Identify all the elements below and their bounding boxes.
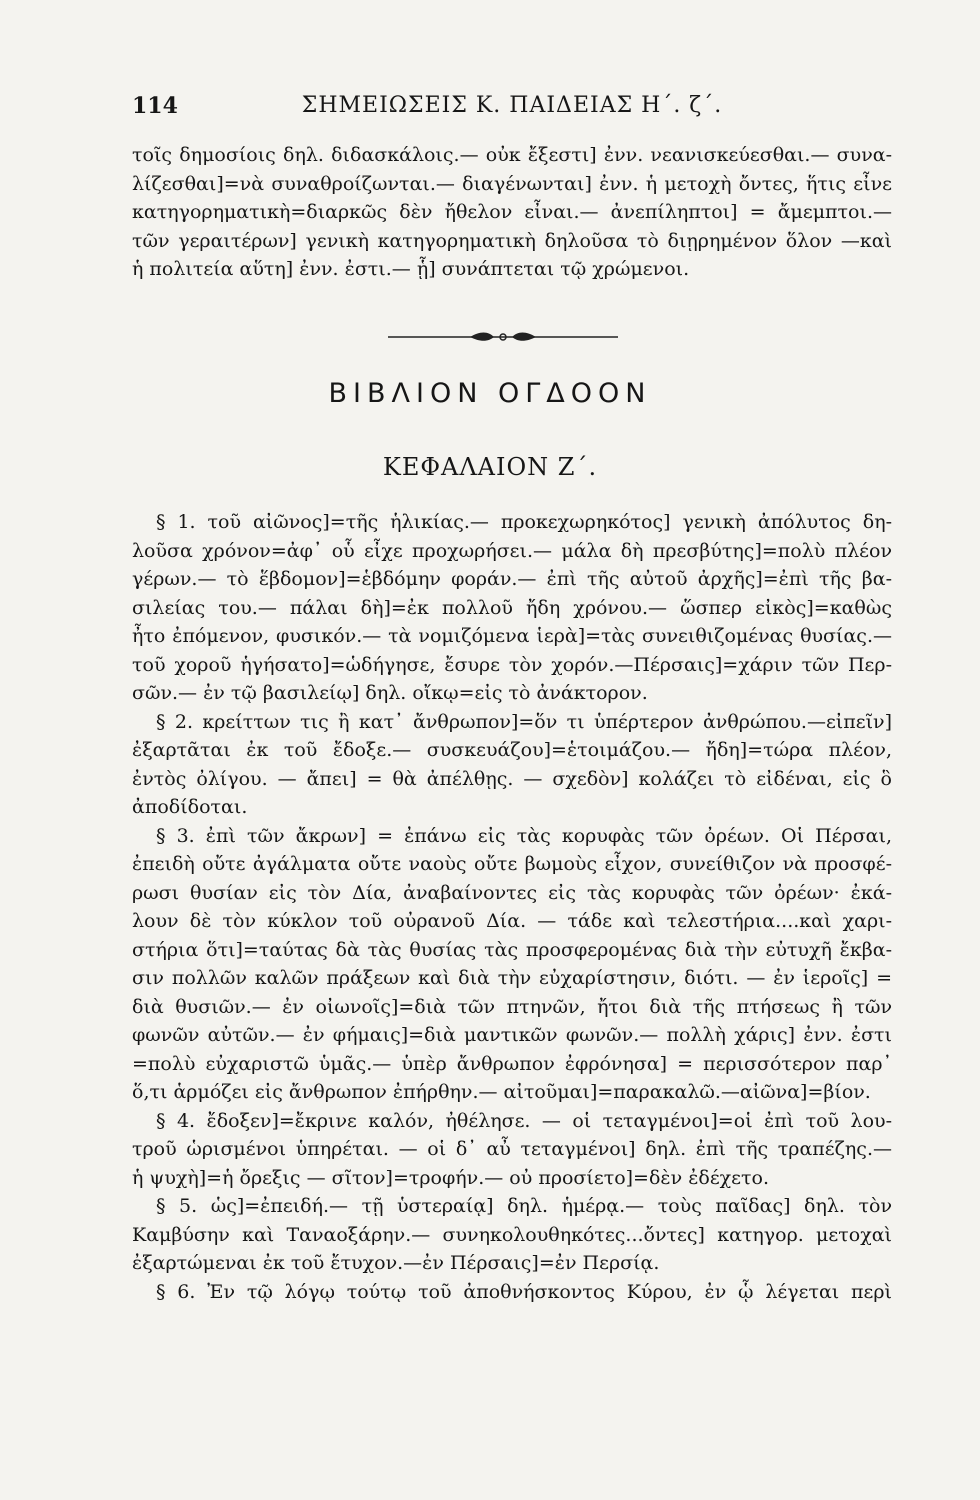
text-line: λουν δὲ τὸν κύκλον τοῦ οὐρανοῦ Δία. — τάδε καὶ τελεστήρια....καὶ χαρι- <box>132 910 892 932</box>
intro-notes <box>132 141 892 284</box>
text-line: ἐντὸς ὀλίγου. — ἄπει] = θὰ ἀπέλθῃς. — σχεδὸν] κολάζει τὸ εἰδέναι, εἰς ὃ <box>132 767 892 790</box>
text-line: σιλείας του.— πάλαι δὴ]=ἐκ πολλοῦ ἤδη χρόνου.— ὥσπερ εἰκὸς]=καθὼς <box>132 596 892 619</box>
text-line: φωνῶν αὐτῶν.— ἐν φήμαις]=διὰ μαντικῶν φωνῶν.— πολλὴ χάρις] ἐνν. ἐστι <box>132 1024 892 1046</box>
page-number: 114 <box>132 93 178 119</box>
text-line: § 5. ὡς]=ἐπειδή.— τῇ ὑστεραίᾳ] δηλ. ἡμέρᾳ.— τοὺς παῖδας] δηλ. τὸν <box>156 1195 892 1217</box>
text-line: § 1. τοῦ αἰῶνος]=τῆς ἡλικίας.— προκεχωρηκότος] γενικὴ ἀπόλυτος δη- <box>156 511 892 533</box>
text-line: ἦτο ἐπόμενον, φυσικόν.— τὰ νομιζόμενα ἱερὰ]=τὰς συνειθιζομένας θυσίας.— <box>132 625 892 647</box>
ornament-divider-icon <box>388 330 618 344</box>
text-line: τοῖς δημοσίοις δηλ. διδασκάλοις.— οὐκ ἔξεστι] ἐνν. νεανισκεύεσθαι.— συνα- <box>132 144 892 166</box>
text-line: λοῦσα χρόνον=ἀφ᾿ οὗ εἶχε προχωρήσει.— μάλα δὴ πρεσβύτης]=πολὺ πλέον <box>132 539 892 562</box>
text-line: ἡ πολιτεία αὕτη] ἐνν. ἐστι.— ᾗ] συνάπτεται τῷ χρώμενοι. <box>132 258 690 280</box>
text-line: γέρων.— τὸ ἕβδομον]=ἑβδόμην φοράν.— ἐπὶ τῆς αὐτοῦ ἀρχῆς]=ἐπὶ τῆς βα- <box>132 568 892 590</box>
chapter-title: ΚΕΦΑΛΑΙΟΝ Ζ΄. <box>382 453 598 481</box>
text-line: λίζεσθαι]=νὰ συναθροίζωνται.— διαγένωνται] ἐνν. ἡ μετοχὴ ὄντες, ἥτις εἶνε <box>132 172 892 195</box>
text-line: § 2. κρείττων τις ἢ κατ᾿ ἄνθρωπον]=ὅν τι ὑπέρτερον ἀνθρώπου.—εἰπεῖν] <box>156 710 892 733</box>
text-line: § 3. ἐπὶ τῶν ἄκρων] = ἐπάνω εἰς τὰς κορυφὰς τῶν ὀρέων. Οἱ Πέρσαι, <box>156 824 892 847</box>
chapter-notes <box>132 508 892 1306</box>
text-line: =πολὺ εὐχαριστῶ ὑμᾶς.— ὑπὲρ ἄνθρωπον ἐφρόνησα] = περισσότερον παρ᾿ <box>132 1052 892 1075</box>
text-line: διὰ θυσιῶν.— ἐν οἰωνοῖς]=διὰ τῶν πτηνῶν, ἤτοι διὰ τῆς πτήσεως ἢ τῶν <box>132 995 892 1018</box>
book-title: ΒΙΒΛΙΟΝ ΟΓΔΟΟΝ <box>328 378 652 409</box>
text-line: ὅ,τι ἁρμόζει εἰς ἄνθρωπον ἐπήρθην.— αἰτοῦμαι]=παρακαλῶ.—αἰῶνα]=βίον. <box>132 1081 871 1103</box>
text-line: τροῦ ὡρισμένοι ὑπηρέται. — οἱ δ᾿ αὖ τεταγμένοι] δηλ. ἐπὶ τῆς τραπέζης.— <box>132 1138 892 1160</box>
text-line: § 6. Ἐν τῷ λόγῳ τούτῳ τοῦ ἀποθνήσκοντος Κύρου, ἐν ᾧ λέγεται περὶ <box>156 1280 892 1303</box>
text-line: § 4. ἔδοξεν]=ἔκρινε καλόν, ἠθέλησε. — οἱ τεταγμένοι]=οἱ ἐπὶ τοῦ λου- <box>156 1109 892 1132</box>
text-line: ρωσι θυσίαν εἰς τὸν Δία, ἀναβαίνοντες εἰς τὰς κορυφὰς τῶν ὀρέων· ἐκά- <box>132 881 892 904</box>
text-line: ἀποδίδοται. <box>132 796 248 818</box>
text-line: στήρια ὅτι]=ταύτας δὰ τὰς θυσίας τὰς προσφερομένας διὰ τὴν εὐτυχῆ ἔκβα- <box>132 938 892 961</box>
text-line: ἐξαρτᾶται ἐκ τοῦ ἔδοξε.— συσκευάζου]=ἑτοιμάζου.— ἤδη]=τώρα πλέον, <box>132 739 892 761</box>
text-line: σιν πολλῶν καλῶν πράξεων καὶ διὰ τὴν εὐχαρίστησιν, διότι. — ἐν ἱεροῖς] = <box>132 967 892 989</box>
text-line: τῶν γεραιτέρων] γενικὴ κατηγορηματικὴ δηλοῦσα τὸ διῃρημένον ὅλον —καὶ <box>132 229 892 252</box>
text-line: ἐπειδὴ οὔτε ἀγάλματα οὔτε ναοὺς οὔτε βωμοὺς εἶχον, συνείθιζον νὰ προσφέ- <box>132 853 892 875</box>
page-header <box>132 93 892 127</box>
text-line: τοῦ χοροῦ ἡγήσατο]=ὡδήγησε, ἔσυρε τὸν χορόν.—Πέρσαις]=χάριν τῶν Περ- <box>132 653 892 676</box>
text-line: ἐξαρτώμεναι ἐκ τοῦ ἔτυχον.—ἐν Πέρσαις]=ἐν Περσίᾳ. <box>132 1252 660 1274</box>
text-line: σῶν.— ἐν τῷ βασιλείῳ] δηλ. οἴκῳ=εἰς τὸ ἀνάκτορον. <box>132 682 648 704</box>
running-title: ΣΗΜΕΙΩΣΕΙΣ Κ. ΠΑΙΔΕΙΑΣ Η΄. ζ΄. <box>301 93 723 118</box>
text-line: Καμβύσην καὶ Ταναοξάρην.— συνηκολουθηκότες...ὄντες] κατηγορ. μετοχαὶ <box>132 1223 892 1246</box>
text-line: κατηγορηματικὴ=διαρκῶς δὲν ἤθελον εἶναι.— ἀνεπίληπτοι] = ἄμεμπτοι.— <box>132 201 892 223</box>
text-line: ἡ ψυχὴ]=ἡ ὄρεξις — σῖτον]=τροφήν.— οὐ προσίετο]=δὲν ἐδέχετο. <box>132 1166 770 1189</box>
